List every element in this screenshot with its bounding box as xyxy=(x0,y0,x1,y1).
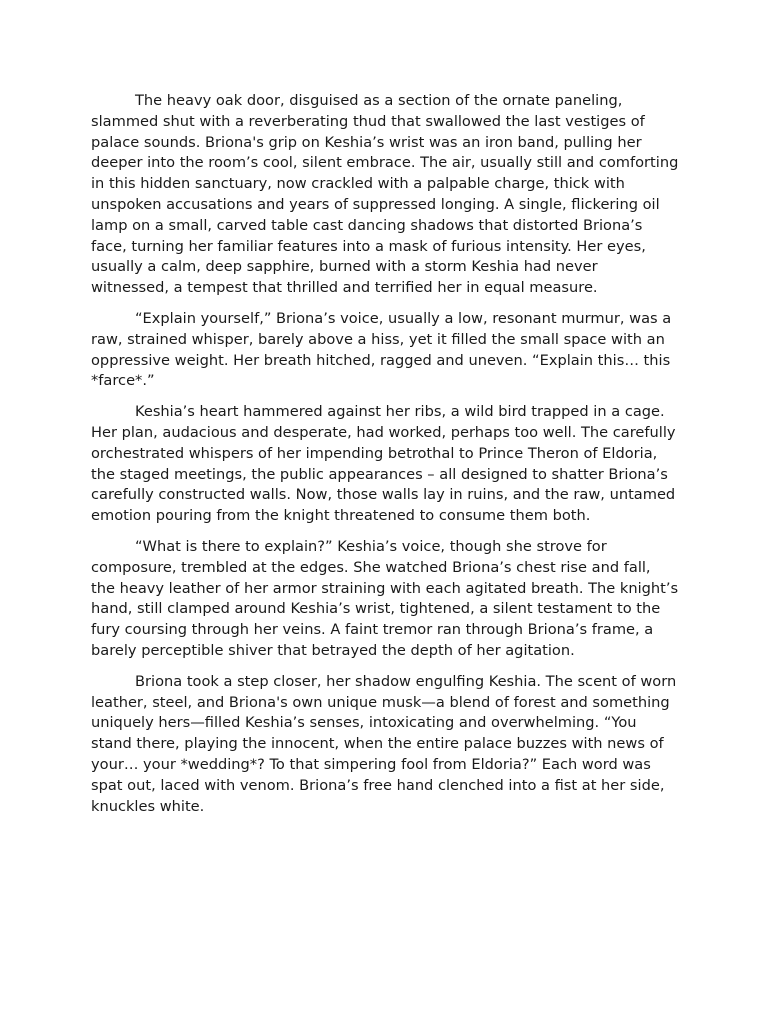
paragraph: The heavy oak door, disguised as a section of the ornate paneling, slammed shut with a reverberating thud that swallowed the last vestiges of palace sounds. Briona's grip on Keshia’s wrist was an iron band, pulling her deeper into the room’s cool, silent embrace. The air, usually still and comforting in this hidden sanctuary, now crackled with a palpable charge, thick with unspoken accusations and years of suppressed longing. A single, flickering oil lamp on a small, carved table cast dancing shadows that distorted Briona’s face, turning her familiar features into a mask of furious intensity. Her eyes, usually a calm, deep sapphire, burned with a storm Keshia had never witnessed, a tempest that thrilled and terrified her in equal measure. xyxy=(91,92,679,297)
document-page xyxy=(91,91,679,827)
paragraph: Briona took a step closer, her shadow engulfing Keshia. The scent of worn leather, steel, and Briona's own unique musk—a blend of forest and something uniquely hers—filled Keshia’s senses, intoxicating and overwhelming. “You stand there, playing the innocent, when the entire palace buzzes with news of your… your *wedding*? To that simpering fool from Eldoria?” Each word was spat out, laced with venom. Briona’s free hand clenched into a fist at her side, knuckles white. xyxy=(91,672,677,815)
paragraph: “What is there to explain?” Keshia’s voice, though she strove for composure, trembled at the edges. She watched Briona’s chest rise and fall, the heavy leather of her armor straining with each agitated breath. The knight’s hand, still clamped around Keshia’s wrist, tightened, a silent testament to the fury coursing through her veins. A faint tremor ran through Briona’s frame, a barely perceptible shiver that betrayed the depth of her agitation. xyxy=(91,537,679,659)
paragraph: “Explain yourself,” Briona’s voice, usually a low, resonant murmur, was a raw, strained whisper, barely above a hiss, yet it filled the small space with an oppressive weight. Her breath hitched, ragged and uneven. “Explain this… this *farce*.” xyxy=(91,309,672,390)
paragraph: Keshia’s heart hammered against her ribs, a wild bird trapped in a cage. Her plan, audacious and desperate, had worked, perhaps too well. The carefully orchestrated whispers of her impending betrothal to Prince Theron of Eldoria, the staged meetings, the public appearances – all designed to shatter Briona’s carefully constructed walls. Now, those walls lay in ruins, and the raw, untamed emotion pouring from the knight threatened to consume them both. xyxy=(91,403,676,525)
